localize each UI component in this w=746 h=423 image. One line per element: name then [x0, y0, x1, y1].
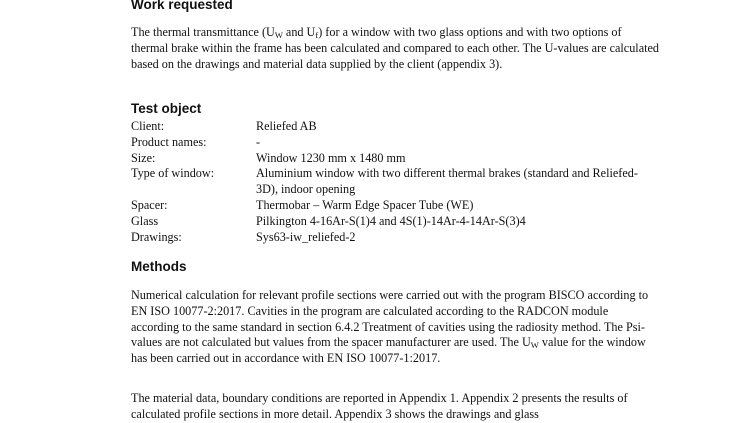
methods-paragraph-1: Numerical calculation for relevant profile sections were carried out with the program BISCO according to EN ISO 10077-2:2017. Cavities in the program are calculated according to the RADCON module according to the same standard in section 6.4.2 Treatment of cavities using the radiosity method. The Psi-values are not calculated but values from the spacer manufacturer are used. The $U_W$ value for the window has been carried out in accordance with EN ISO 10077-1:2017.	[131, 288, 649, 366]
test-object-row-client: Client: Reliefed AB	[131, 119, 317, 133]
test-object-table	[131, 119, 671, 245]
work-requested-heading: Work requested	[131, 0, 233, 12]
methods-paragraph-2: The material data, boundary conditions are reported in Appendix 1. Appendix 2 presents the results of calculated profile sections in more detail. Appendix 3 shows the drawings and glass	[131, 391, 628, 421]
test-object-row-product-names: Product names: -	[131, 134, 261, 149]
test-object-row-drawings: Drawings: Sys63-iw_reliefed-2	[131, 229, 356, 244]
test-object-row-type-of-window: Type of window: Aluminium window with two different thermal brakes (standard and Reliefed-3D), indoor opening	[131, 166, 638, 197]
methods-heading: Methods	[131, 259, 187, 274]
test-object-row-spacer: Spacer: Thermobar – Warm Edge Spacer Tube (WE)	[131, 197, 474, 212]
work-requested-paragraph: The thermal transmittance ($U_W$ and $U_f$) for a window with two glass options and with two options of thermal brake within the frame has been calculated and compared to each other. The U-values are calculated based on the drawings and material data supplied by the client (appendix 3).	[131, 25, 659, 71]
test-object-row-glass: Glass Pilkington 4-16Ar-S(1)4 and 4S(1)-14Ar-4-14Ar-S(3)4	[131, 213, 526, 228]
test-object-row-size: Size: Window 1230 mm x 1480 mm	[131, 150, 406, 165]
test-object-heading: Test object	[131, 101, 202, 116]
